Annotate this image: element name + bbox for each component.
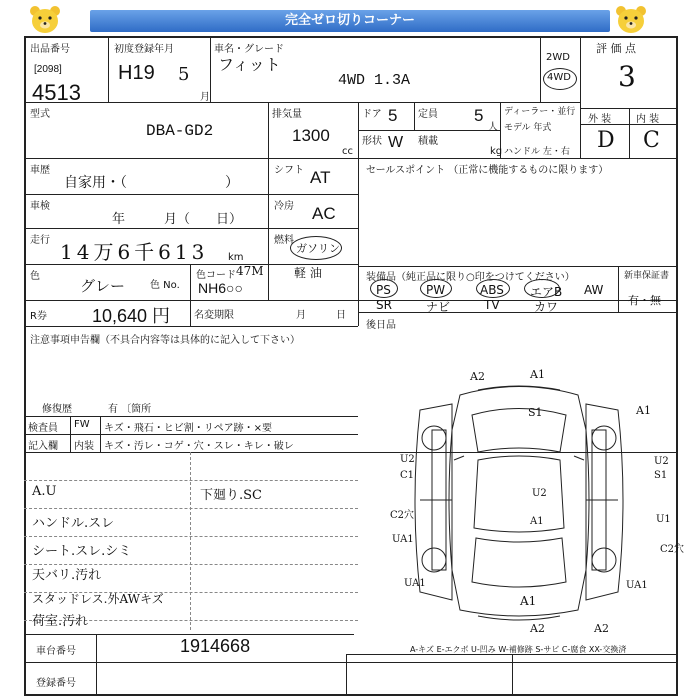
page-title: 完全ゼロ切りコーナー: [90, 10, 610, 32]
interior-grade: C: [643, 128, 660, 153]
history-label: 車歴: [30, 165, 50, 176]
equipment-label: 装備品（純正品に限り○印をつけてください）: [366, 272, 575, 283]
shift-label: シフト: [274, 165, 304, 176]
equip-navi: ナビ: [426, 300, 451, 314]
equip-aw: AW: [584, 283, 604, 297]
note-5: 荷室.汚れ: [32, 614, 89, 629]
damage-12: U2: [532, 488, 547, 499]
equip-airbag: エアB: [530, 285, 563, 299]
car-damage-diagram: [360, 360, 678, 632]
dealer-label: ディーラー・並行: [504, 107, 576, 117]
displacement-label: 排気量: [272, 109, 302, 120]
model-code: DBA-GD2: [146, 122, 214, 140]
warranty-value: 有・無: [628, 294, 661, 307]
fuel-diesel: 軽 油: [294, 266, 322, 280]
first-reg-month: 5: [178, 64, 190, 85]
notes-label: 注意事項申告欄（不具合内容等は具体的に記入して下さい）: [30, 335, 300, 346]
damage-2: S1: [528, 406, 543, 419]
month-suffix: 月: [200, 92, 210, 103]
color-label: 色: [30, 271, 40, 282]
cc-label: cc: [342, 146, 353, 157]
damage-5: C1: [400, 470, 415, 481]
damage-18: UA1: [626, 580, 648, 591]
interior-label: 内 装: [636, 114, 660, 125]
inspection-value: 年 月（ 日）: [112, 212, 243, 227]
fuel-label: 燃料: [274, 235, 294, 246]
rating-score: 3: [618, 60, 636, 93]
load-label: 積載: [418, 136, 438, 147]
inspector-val-0: キズ・飛石・ヒビ割・リペア跡・×要: [104, 423, 272, 434]
name-change-label: 名変期限: [194, 310, 234, 321]
damage-17: A2: [594, 622, 609, 635]
damage-0: A2: [470, 370, 485, 383]
damage-14: UA1: [404, 578, 426, 589]
model-grade-label: 車名・グレード: [214, 44, 284, 55]
damage-15: A1: [520, 594, 537, 608]
note-0: A.U: [32, 484, 57, 499]
model-code-label: 型式: [30, 109, 50, 120]
inspection-label: 車検: [30, 201, 50, 212]
damage-13: A1: [530, 516, 544, 527]
damage-3: A1: [636, 404, 651, 417]
reg-no-label: 登録番号: [36, 678, 76, 689]
history-value: 自家用・（ ）: [64, 175, 239, 191]
handle-label: ハンドル 左・右: [504, 147, 570, 157]
after-label: 後日品: [366, 320, 396, 331]
damage-8: C2穴: [390, 510, 415, 521]
inspector-val-1: キズ・汚レ・コゲ・穴・スレ・キレ・破レ: [104, 441, 294, 452]
shape-label: 形状: [362, 136, 382, 147]
model-year-label: モデル 年式: [504, 123, 552, 133]
note-4: スタッドレス.外AWキズ: [32, 592, 164, 606]
bear-mascot-icon: [614, 4, 648, 34]
mileage-value: 14万6千613: [60, 240, 209, 264]
color-no-label: 色 No.: [150, 280, 180, 291]
first-reg-year: H19: [118, 62, 155, 84]
inspector-key-0: FW: [74, 419, 90, 430]
note-1: ハンドル.スレ: [32, 516, 115, 531]
chassis-value: 1914668: [180, 636, 251, 656]
shape: W: [388, 134, 404, 151]
shift-value: AT: [310, 168, 331, 187]
color-code-hand: 47M: [236, 264, 264, 278]
equip-sr: SR: [376, 298, 392, 312]
car-name: フィット: [218, 55, 281, 74]
entry-label: 記入欄: [28, 441, 58, 452]
displacement: 1300: [292, 126, 330, 145]
damage-7: S1: [654, 470, 668, 481]
repair-value: 有 〔箇所: [108, 404, 152, 415]
damage-1: A1: [530, 368, 545, 381]
drive-4wd-label: 4WD: [547, 72, 571, 83]
damage-6: U2: [654, 456, 669, 467]
warranty-label: 新車保証書: [624, 271, 670, 281]
inspector-label: 検査員: [28, 423, 58, 434]
drive-2wd-label: 2WD: [546, 52, 570, 63]
exterior-label: 外 装: [588, 114, 612, 125]
damage-10: C2穴: [660, 544, 685, 555]
note-2: シート.スレ.シミ: [32, 544, 132, 559]
repair-label: 修復歴: [42, 404, 72, 415]
km-label: km: [228, 252, 244, 263]
recycle-value: 10,640 円: [92, 306, 171, 326]
damage-16: A2: [530, 622, 545, 635]
exterior-grade: D: [597, 128, 615, 153]
ac-value: AC: [312, 204, 336, 223]
kg-label: kg: [490, 146, 503, 157]
damage-4: U2: [400, 454, 415, 465]
lot-code: [2098]: [34, 64, 62, 75]
doors-label: ドア: [362, 109, 382, 120]
first-reg-label: 初度登録年月: [114, 44, 174, 55]
mileage-label: 走行: [30, 235, 50, 246]
car-grade: 4WD 1.3A: [338, 72, 411, 89]
recycle-label: R券: [30, 311, 47, 322]
doors: 5: [388, 106, 398, 125]
inspector-key-1: 内装: [74, 441, 94, 452]
note-right: 下廻り.SC: [200, 488, 262, 503]
color-code-label: 色コード: [196, 270, 236, 281]
chassis-label: 車台番号: [36, 646, 76, 657]
equip-tv: TV: [484, 298, 500, 312]
lot-number: 4513: [32, 80, 81, 105]
capacity-label: 定員: [418, 109, 438, 120]
note-3: 天バリ.汚れ: [32, 568, 102, 583]
lot-no-label: 出品番号: [30, 44, 70, 55]
bear-mascot-icon: [28, 4, 62, 34]
rating-label: 評 価 点: [596, 42, 636, 55]
equip-ps: PS: [376, 283, 391, 297]
color-value: グレー: [80, 277, 126, 295]
damage-legend: A-キズ E-エクボ U-凹み W-補修跡 S-サビ C-腐食 XX-交換済: [410, 645, 627, 654]
ac-label: 冷房: [274, 201, 294, 212]
fuel-gasoline: ガソリン: [296, 242, 340, 255]
person-label: 人: [488, 122, 498, 133]
equip-pw: PW: [426, 283, 446, 297]
name-change-value: 月 日: [296, 310, 346, 321]
equip-abs: ABS: [480, 283, 504, 297]
color-code: NH6○○: [198, 280, 243, 296]
damage-9: U1: [656, 514, 671, 525]
damage-11: UA1: [392, 534, 414, 545]
equip-leather: カワ: [534, 300, 559, 314]
sales-point-label: セールスポイント （正常に機能するものに限ります）: [366, 165, 609, 176]
capacity: 5: [474, 106, 484, 125]
